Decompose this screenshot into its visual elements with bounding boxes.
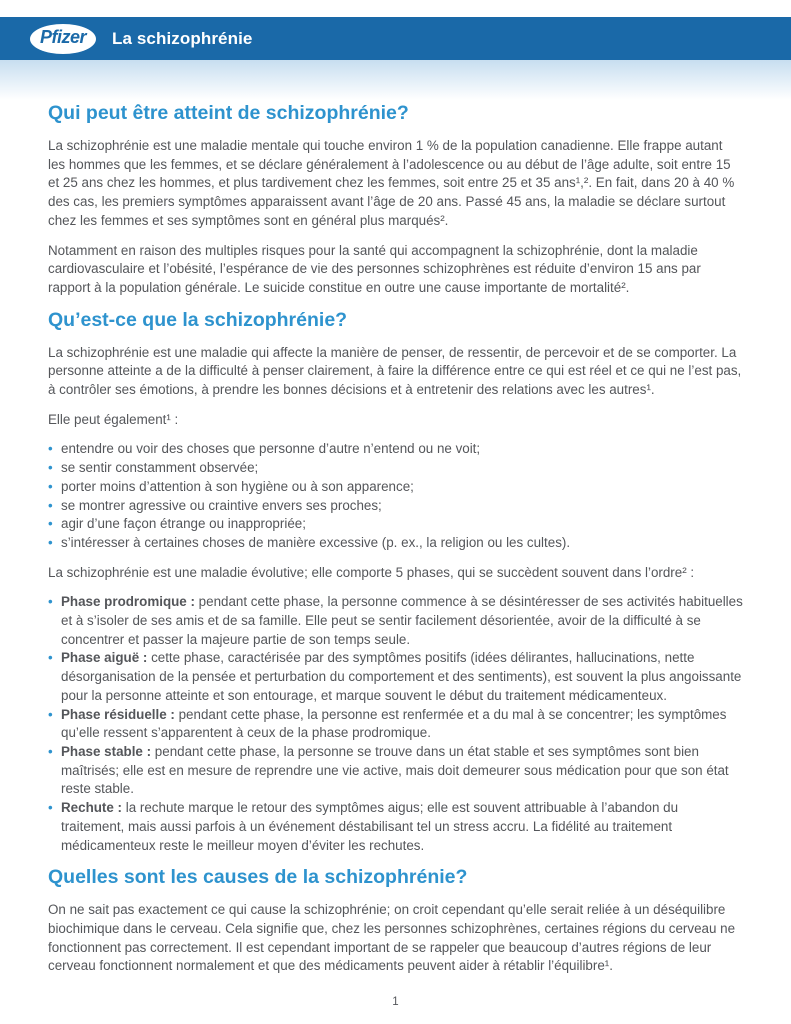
phase-text: la rechute marque le retour des symptômes aigus; elle est souvent attribuable à l’abandon du traitement, mais aussi parfois à un événement déstabilisant tel un stress accru. La fidélité au traitement médicamenteux reste le meilleur moyen d’éviter les rechutes. (61, 800, 679, 853)
list-item: • s’intéresser à certaines choses de manière excessive (p. ex., la religion ou les cultes). (48, 534, 743, 553)
header-bar (0, 17, 791, 60)
header-gradient (0, 60, 791, 100)
phase-item (48, 706, 743, 743)
document-title: La schizophrénie (112, 28, 253, 48)
phase-label: Phase aiguë : (61, 650, 148, 666)
paragraph-who-2: Notamment en raison des multiples risques pour la santé qui accompagnent la schizophrénie, dont la maladie cardiovasculaire et l’obésité, l’espérance de vie des personnes schizophrènes est réduite d’environ 15 ans par rapport à la population générale. Le suicide constitue en outre une cause importante de mortalité². (48, 242, 701, 295)
phase-label: Rechute : (61, 800, 123, 816)
pfizer-logo-text: Pfizer (39, 27, 87, 47)
section-heading-what: Qu’est-ce que la schizophrénie? (48, 308, 348, 331)
paragraph-what-phases-intro: La schizophrénie est une maladie évolutive; elle comporte 5 phases, qui se succèdent souvent dans l’ordre² : (48, 564, 695, 580)
page-number: 1 (392, 996, 399, 1008)
list-item: • se montrer agressive ou craintive envers ses proches; (48, 497, 743, 516)
section-heading-who: Qui peut être atteint de schizophrénie? (48, 102, 409, 124)
phase-text: cette phase, caractérisée par des symptômes positifs (idées délirantes, hallucinations, nette désorganisation de la pensée et perturbation du comportement et des sentiments), est souvent la plus angoissante pour la personne atteinte et son entourage, et marque souvent le début du traitement médicamenteux. (61, 650, 742, 703)
list-item: • entendre ou voir des choses que personne d’autre n’entend ou ne voit; (48, 440, 743, 459)
phase-label: Phase prodromique : (61, 594, 195, 610)
phase-item (48, 593, 743, 649)
section-what (48, 309, 743, 856)
phase-text: pendant cette phase, la personne se trouve dans un état stable et ses symptômes sont bien maîtrisés; elle est en mesure de reprendre une vie active, mais doit demeurer sous médication pour que son état reste stable. (61, 743, 729, 797)
paragraph-what-intro: Elle peut également¹ : (48, 411, 179, 427)
pfizer-logo (30, 24, 96, 54)
phase-text: pendant cette phase, la personne commence à se désintéresser de ses activités habituelles et à s’isoler de ses amis et de sa famille. Elle peut se sentir facilement désorientée, avoir de la difficulté à se concentrer et passer la majeure partie de son temps seule. (61, 594, 743, 647)
phase-item (48, 799, 743, 855)
phase-text: pendant cette phase, la personne est renfermée et a du mal à se concentrer; les symptômes qu’elle ressent s’apparentent à ceux de la phase prodromique. (61, 706, 727, 741)
paragraph-what-1: La schizophrénie est une maladie qui affecte la manière de penser, de ressentir, de percevoir et de se comporter. La personne atteinte a de la difficulté à penser clairement, à faire la différence entre ce qui est réel et ce qui ne l’est pas, à contrôler ses émotions, à prendre les bonnes décisions et à entretenir des relations avec les autres¹. (48, 344, 742, 398)
phase-item (48, 649, 743, 705)
list-item: • agir d’une façon étrange ou inappropriée; (48, 515, 743, 534)
section-who (48, 102, 743, 298)
phase-item (48, 743, 743, 799)
symptoms-list (48, 440, 743, 552)
list-item: • porter moins d’attention à son hygiène ou à son apparence; (48, 478, 743, 497)
phases-list (48, 593, 743, 855)
section-heading-causes: Quelles sont les causes de la schizophrénie? (48, 866, 468, 889)
page-footer (0, 996, 791, 1008)
section-causes (48, 866, 743, 976)
document-content (48, 102, 743, 987)
paragraph-who-1: La schizophrénie est une maladie mentale qui touche environ 1 % de la population canadienne. Elle frappe autant les hommes que les femmes, et se déclare généralement à l’adolescence ou au début de l’âge adulte, soit entre 15 et 25 ans chez les hommes, et plus tardivement chez les femmes, soit entre 25 et 35 ans¹,². En fait, dans 20 à 40 % des cas, les premiers symptômes apparaissent avant l’âge de 20 ans. Passé 45 ans, la maladie se déclare surtout chez les femmes et ses symptômes sont en général plus marqués². (48, 138, 735, 228)
phase-label: Phase résiduelle : (61, 706, 175, 722)
list-item: • se sentir constamment observée; (48, 459, 743, 478)
phase-label: Phase stable : (61, 743, 152, 759)
paragraph-causes-1: On ne sait pas exactement ce qui cause la schizophrénie; on croit cependant qu’elle serait reliée à un déséquilibre biochimique dans le cerveau. Cela signifie que, chez les personnes schizophrènes, certaines régions du cerveau ne fonctionnent pas correctement. Il est cependant important de se rappeler que beaucoup d’autres régions de leur cerveau fonctionnent normalement et que des médicaments peuvent aider à rétablir l’équilibre¹. (48, 902, 736, 974)
